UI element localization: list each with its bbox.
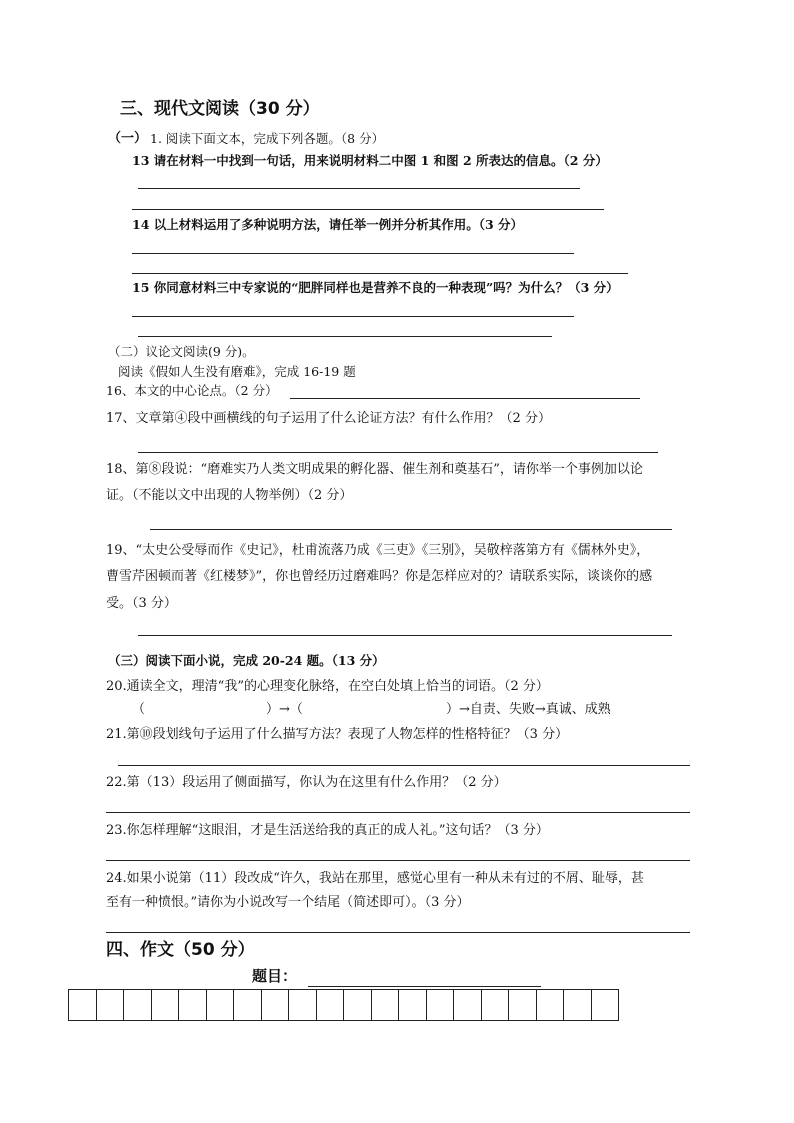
essay-cell[interactable] [509,990,537,1020]
question-19-line3: 受。（3 分） [106,596,177,611]
essay-cell[interactable] [344,990,372,1020]
essay-cell[interactable] [537,990,565,1020]
essay-cell[interactable] [124,990,152,1020]
essay-cell[interactable] [207,990,235,1020]
essay-cell[interactable] [372,990,400,1020]
essay-cell[interactable] [454,990,482,1020]
answer-line-18[interactable] [150,529,672,530]
question-21: 21.第⑩段划线句子运用了什么描写方法？表现了人物怎样的性格特征？（3 分） [106,727,569,742]
part3-heading: （三）阅读下面小说，完成 20-24 题。（13 分） [108,653,385,668]
question-24-line2: 至有一种愤恨。”请你为小说改写一个结尾（简述即可）。（3 分） [106,895,470,910]
q20-fill-end: ）→自责、失败→真诚、成熟 [446,702,611,717]
question-24-line1: 24.如果小说第（11）段改成“许久，我站在那里，感觉心里有一种从未有过的不屑、耻辱，甚 [106,871,644,886]
answer-line-15a[interactable] [132,316,574,317]
section4-title: 四、作文（50 分） [106,940,255,960]
question-18-line1: 18、第⑧段说：“磨难实乃人类文明成果的孵化器、催生剂和奠基石”，请你举一个事例加以论 [106,462,643,477]
essay-grid[interactable] [68,989,619,1021]
part1-bracket: （一） [108,131,148,146]
answer-line-15b[interactable] [138,336,552,337]
question-18-line2: 证。（不能以文中出现的人物举例）（2 分） [106,488,353,503]
question-15: 15 你同意材料三中专家说的“肥胖同样也是营养不良的一种表现”吗？为什么？（3 分） [132,280,619,295]
answer-line-17[interactable] [138,452,658,453]
essay-cell[interactable] [317,990,345,1020]
question-13: 13 请在材料一中找到一句话，用来说明材料二中图 1 和图 2 所表达的信息。（2 分） [132,153,608,168]
answer-line-24[interactable] [106,932,690,933]
answer-line-13b[interactable] [132,209,604,210]
q20-fill-open: （ [132,702,146,717]
answer-line-19[interactable] [138,635,672,636]
section3-title: 三、现代文阅读（30 分） [120,99,320,119]
essay-cell[interactable] [152,990,180,1020]
essay-cell[interactable] [234,990,262,1020]
answer-line-21[interactable] [118,765,690,766]
question-17: 17、文章第④段中画横线的句子运用了什么论证方法？有什么作用？（2 分） [106,411,551,426]
question-23: 23.你怎样理解“这眼泪，才是生活送给我的真正的成人礼。”这句话？（3 分） [106,823,549,838]
part2-heading: （二）议论文阅读(9 分)。 [108,344,255,359]
answer-line-16[interactable] [290,398,640,399]
essay-cell[interactable] [97,990,125,1020]
essay-cell[interactable] [482,990,510,1020]
question-14: 14 以上材料运用了多种说明方法，请任举一例并分析其作用。（3 分） [132,217,524,232]
answer-line-22[interactable] [106,812,690,813]
essay-cell[interactable] [69,990,97,1020]
answer-line-13a[interactable] [138,188,580,189]
question-20: 20.通读全文，理清“我”的心理变化脉络，在空白处填上恰当的词语。（2 分） [106,679,549,694]
essay-cell[interactable] [179,990,207,1020]
essay-topic-line[interactable] [308,986,541,987]
answer-line-14b[interactable] [132,273,628,274]
essay-topic-label: 题目： [252,967,298,985]
answer-line-14a[interactable] [132,253,574,254]
essay-cell[interactable] [399,990,427,1020]
part2-intro: 阅读《假如人生没有磨难》，完成 16-19 题 [118,364,356,379]
answer-line-23[interactable] [106,860,690,861]
essay-cell[interactable] [262,990,290,1020]
essay-cell[interactable] [564,990,592,1020]
essay-cell[interactable] [427,990,455,1020]
q20-fill-middle: ）→（ [266,702,303,717]
essay-cell[interactable] [592,990,620,1020]
question-19-line1: 19、“太史公受辱而作《史记》，杜甫流落乃成《三吏》《三别》，吴敬梓落第方有《儒林外史》， [106,543,650,558]
question-16: 16、本文的中心论点。（2 分） [106,383,278,398]
question-22: 22.第（13）段运用了侧面描写，你认为在这里有什么作用？（2 分） [106,775,507,790]
essay-cell[interactable] [289,990,317,1020]
question-19-line2: 曹雪芹困顿而著《红楼梦》”，你也曾经历过磨难吗？你是怎样应对的？请联系实际，谈谈你的感 [106,569,653,584]
part1-intro: 1. 阅读下面文本，完成下列各题。（8 分） [150,131,385,146]
